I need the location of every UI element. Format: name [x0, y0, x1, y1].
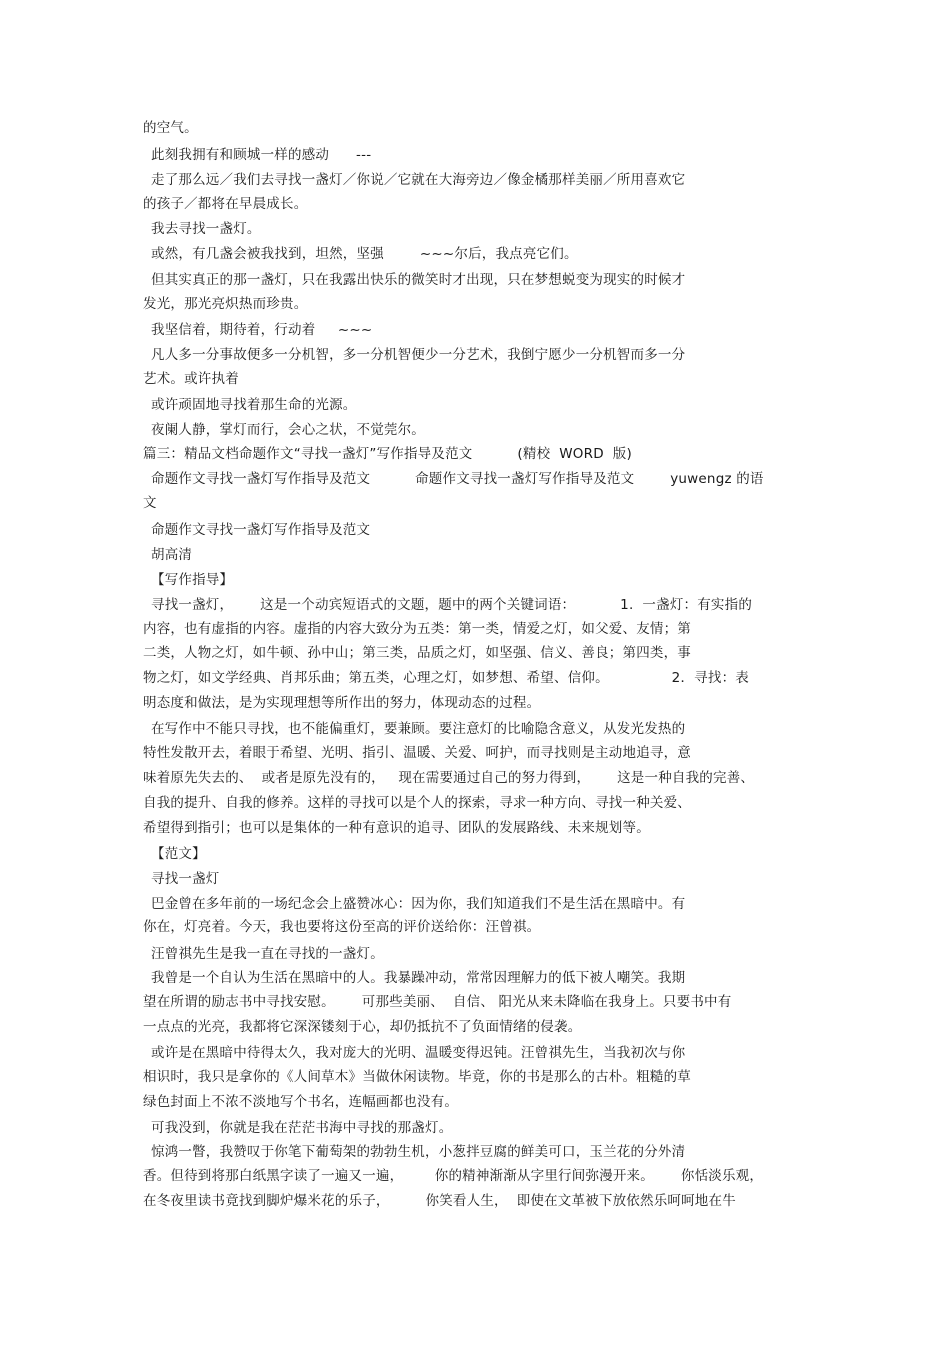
text-line: 艺术。或许执着 — [143, 371, 239, 387]
text-line: 明态度和做法，是为实现理想等所作出的努力，体现动态的过程。 — [143, 695, 541, 711]
text-line: 在冬夜里读书竟找到脚炉爆米花的乐子， 你笑看人生， 即使在文革被下放依然乐呵呵地在牛 — [143, 1193, 736, 1209]
text-line: 内容，也有虚指的内容。虚指的内容大致分为五类：第一类，情爱之灯，如父爱、友情；第 — [143, 621, 691, 637]
text-line: 此刻我拥有和顾城一样的感动 --- — [151, 147, 372, 163]
text-line: 夜阑人静，掌灯而行，会心之状，不觉莞尔。 — [151, 422, 425, 438]
text-line: 希望得到指引；也可以是集体的一种有意识的追寻、团队的发展路线、未来规划等。 — [143, 820, 650, 836]
author-line: 胡高清 — [151, 547, 193, 563]
text-line: 凡人多一分事故便多一分机智，多一分机智便少一分艺术，我倒宁愿少一分机智而多一分 — [151, 347, 686, 363]
text-line: 或许是在黑暗中待得太久，我对庞大的光明、温暖变得迟钝。汪曾祺先生，当我初次与你 — [151, 1045, 686, 1061]
subheading: 【写作指导】 — [151, 572, 234, 588]
text-line: 特性发散开去，着眼于希望、光明、指引、温暖、关爱、呵护，而寻找则是主动地追寻，意 — [143, 745, 691, 761]
text-line: 的孩子／都将在早晨成长。 — [143, 196, 308, 212]
text-line: 惊鸿一瞥，我赞叹于你笔下葡萄架的勃勃生机，小葱拌豆腐的鲜美可口，玉兰花的分外清 — [151, 1144, 686, 1160]
text-line: 命题作文寻找一盏灯写作指导及范文 — [151, 522, 371, 538]
text-line: 或许顽固地寻找着那生命的光源。 — [151, 397, 357, 413]
text-line: 绿色封面上不浓不淡地写个书名，连幅画都也没有。 — [143, 1094, 459, 1110]
text-line: 或然，有几盏会被我找到，坦然，坚强 ~~~尔后，我点亮它们。 — [151, 246, 578, 262]
text-line: 我曾是一个自认为生活在黑暗中的人。我暴躁冲动，常常因理解力的低下被人嘲笑。我期 — [151, 970, 686, 986]
text-line: 寻找一盏灯， 这是一个动宾短语式的文题，题中的两个关键词语： 1. 一盏灯：有实指的 — [151, 597, 753, 613]
text-line: 可我没到，你就是我在茫茫书海中寻找的那盏灯。 — [151, 1120, 453, 1136]
text-line: 在写作中不能只寻找，也不能偏重灯，要兼顾。要注意灯的比喻隐含意义，从发光发热的 — [151, 721, 686, 737]
essay-title: 寻找一盏灯 — [151, 871, 220, 887]
text-line: 味着原先失去的、 或者是原先没有的， 现在需要通过自己的努力得到， 这是一种自我的完善、 — [143, 770, 755, 786]
text-line: 自我的提升、自我的修养。这样的寻找可以是个人的探索，寻求一种方向、寻找一种关爱、 — [143, 795, 691, 811]
text-line: 走了那么远／我们去寻找一盏灯／你说／它就在大海旁边／像金橘那样美丽／所用喜欢它 — [151, 172, 686, 188]
text-line: 二类，人物之灯，如牛顿、孙中山；第三类，品质之灯，如坚强、信义、善良；第四类，事 — [143, 645, 691, 661]
text-line: 但其实真正的那一盏灯，只在我露出快乐的微笑时才出现，只在梦想蜕变为现实的时候才 — [151, 272, 686, 288]
text-line: 命题作文寻找一盏灯写作指导及范文 命题作文寻找一盏灯写作指导及范文 yuwengz 的语 — [151, 471, 764, 487]
text-line: 相识时，我只是拿你的《人间草木》当做休闲读物。毕竟，你的书是那么的古朴。粗糙的草 — [143, 1069, 691, 1085]
text-line: 巴金曾在多年前的一场纪念会上盛赞冰心：因为你，我们知道我们不是生活在黑暗中。有 — [151, 896, 686, 912]
text-line: 我去寻找一盏灯。 — [151, 221, 261, 237]
text-line: 你在，灯亮着。今天，我也要将这份至高的评价送给你：汪曾祺。 — [143, 919, 541, 935]
subheading: 【范文】 — [151, 846, 206, 862]
text-line: 文 — [143, 495, 157, 511]
text-line: 香。但待到将那白纸黑字读了一遍又一遍， 你的精神渐渐从字里行间弥漫开来。 你恬淡乐观， — [143, 1168, 764, 1184]
text-line: 发光，那光亮炽热而珍贵。 — [143, 296, 308, 312]
text-line: 汪曾祺先生是我一直在寻找的一盏灯。 — [151, 946, 384, 962]
text-line: 一点点的光亮，我都将它深深镂刻于心，却仍抵抗不了负面情绪的侵袭。 — [143, 1019, 582, 1035]
section-heading: 篇三：精品文档命题作文“寻找一盏灯”写作指导及范文 (精校 WORD 版) — [143, 446, 632, 462]
text-line: 物之灯，如文学经典、肖邦乐曲；第五类，心理之灯，如梦想、希望、信仰。 2．寻找：表 — [143, 670, 749, 686]
text-line: 望在所谓的励志书中寻找安慰。 可那些美丽、 自信、 阳光从来未降临在我身上。只要书中有 — [143, 994, 732, 1010]
text-line: 的空气。 — [143, 120, 198, 136]
text-line: 我坚信着，期待着，行动着 ~~~ — [151, 322, 373, 338]
